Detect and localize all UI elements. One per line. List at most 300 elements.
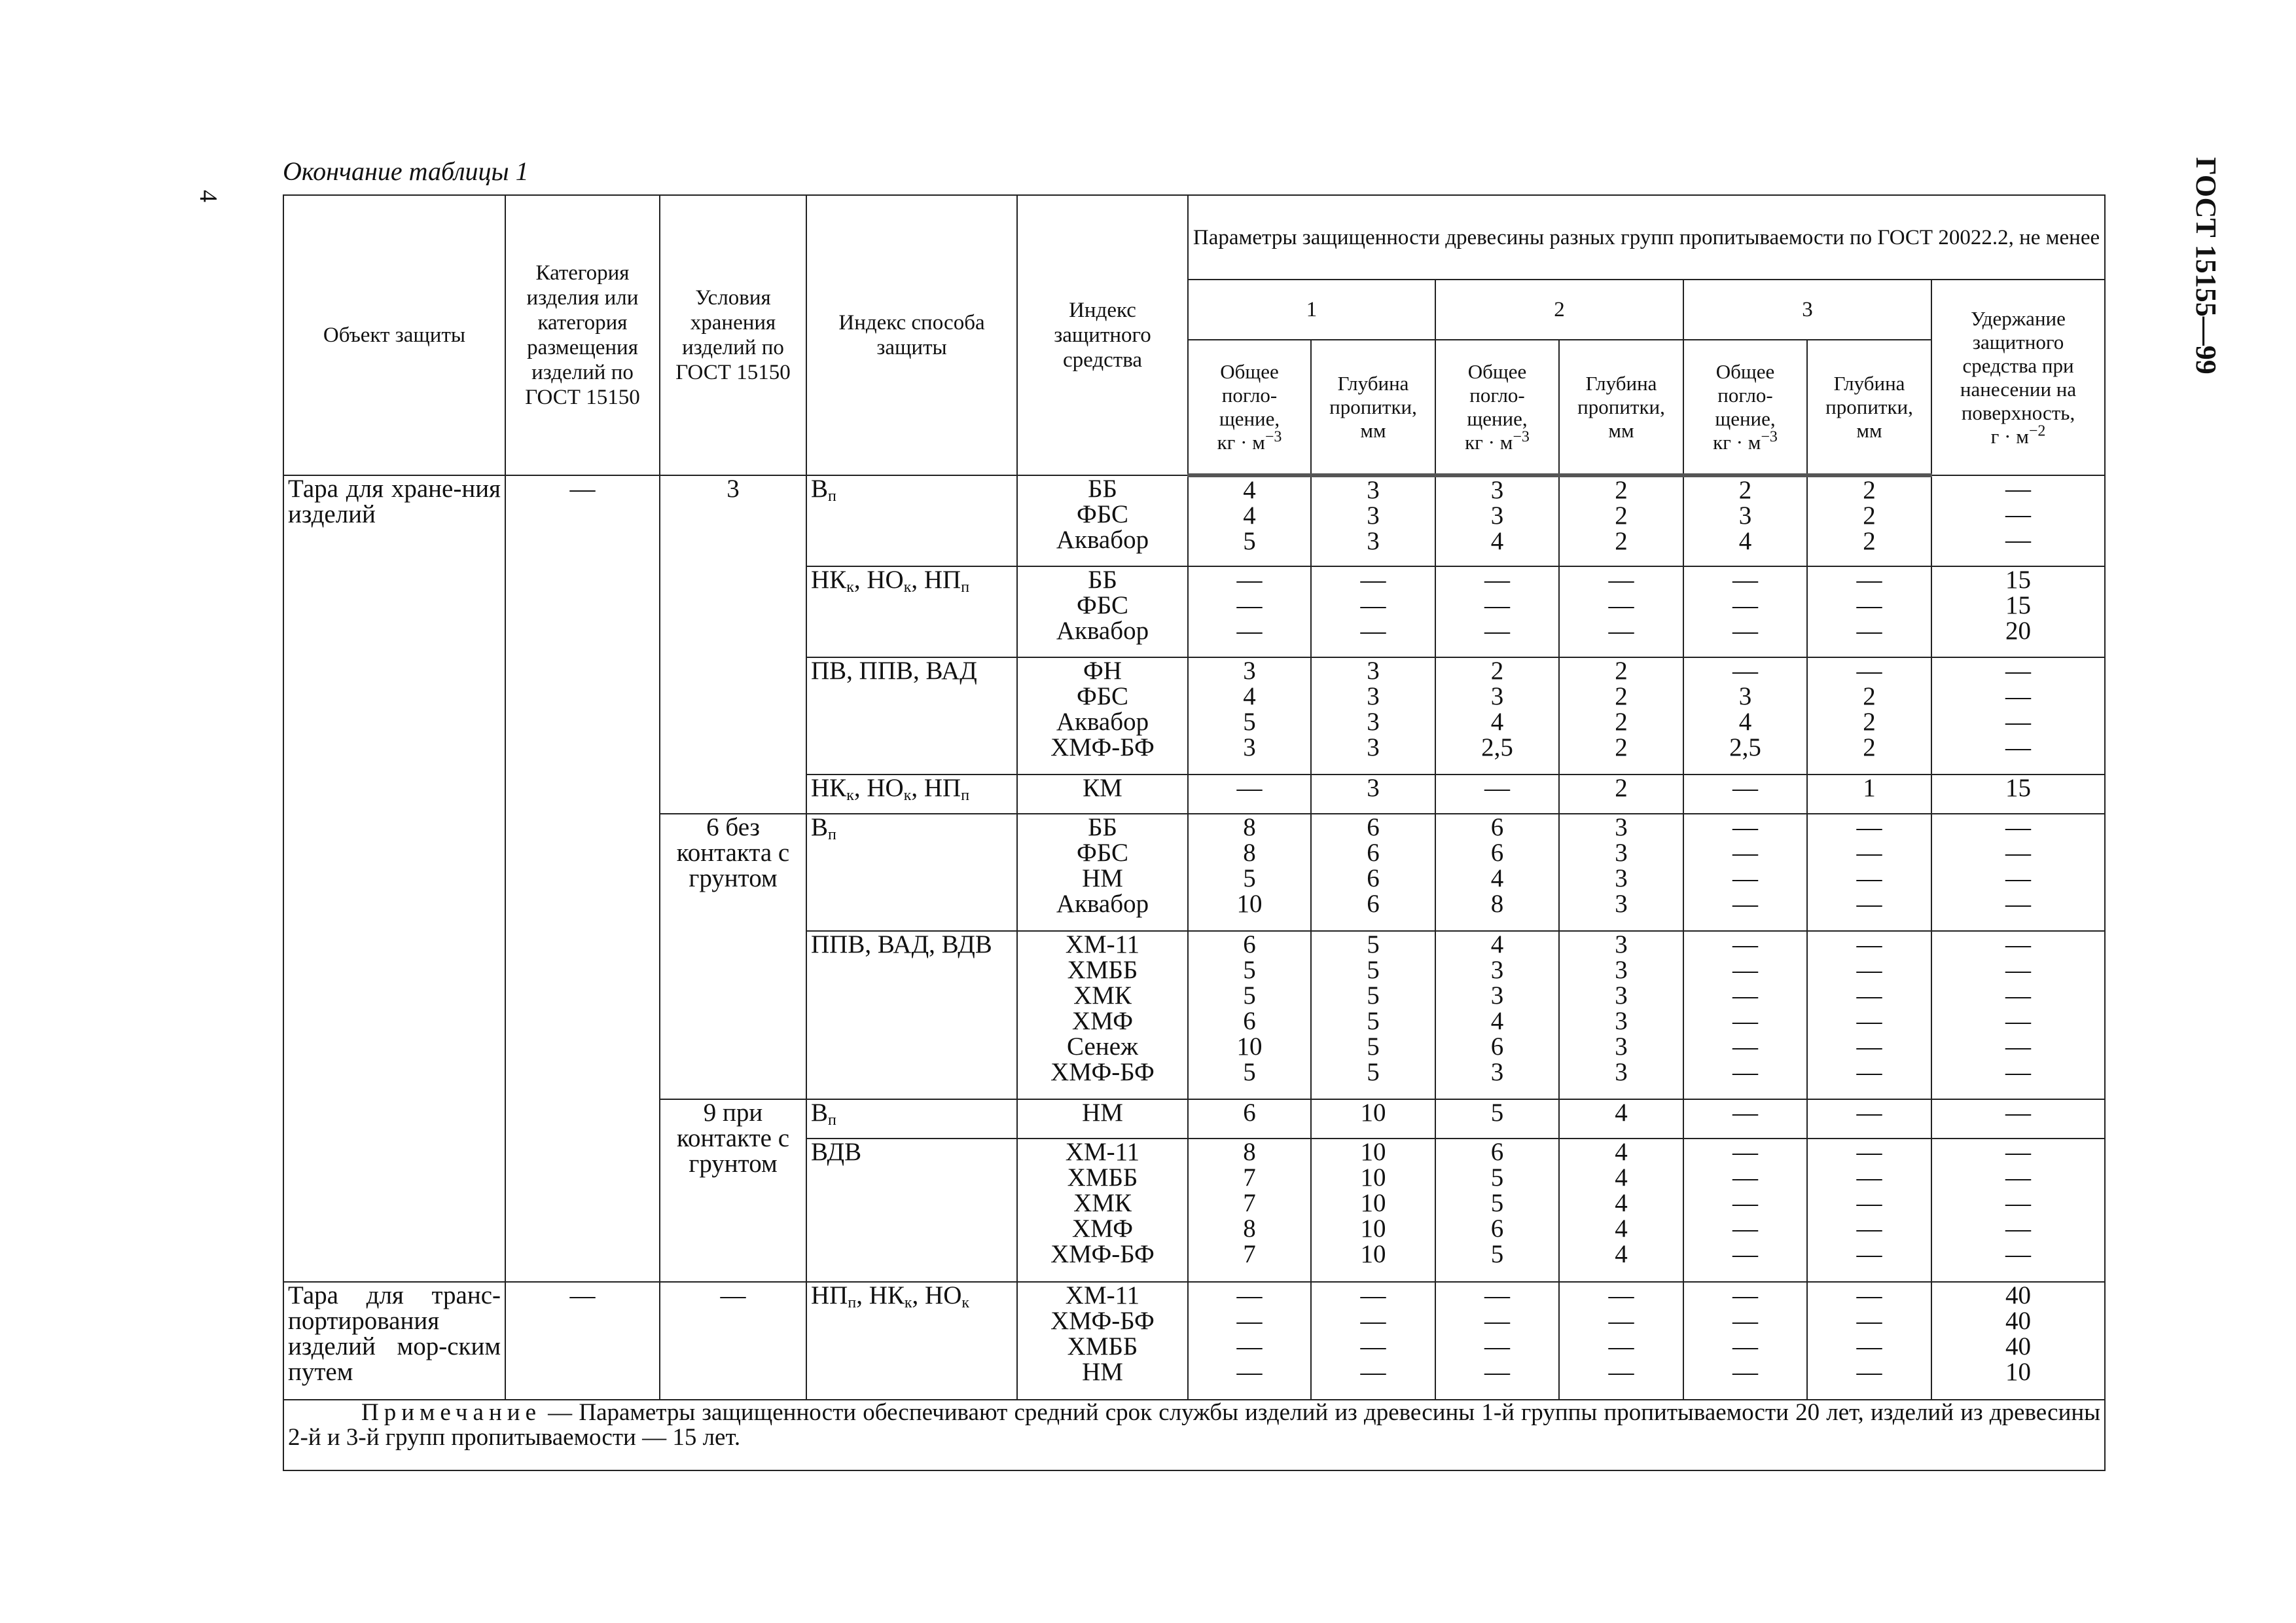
cell-line: — [1856,657,1882,685]
cell-line: 10 [2005,1358,2032,1386]
agent-cell [1017,775,1188,814]
retention-exp: −2 [2028,422,2046,440]
cell-line: — [1732,1307,1758,1335]
cell-line: 5 [1367,981,1380,1010]
cell-line: — [1484,774,1510,802]
agent-cell [1017,657,1188,775]
cell-line: — [2005,1007,2032,1035]
absorb-unit: кг · м [1217,430,1265,454]
cell-line: — [2005,1032,2032,1061]
retention-cell [1931,475,2105,566]
storage-cell: 3 [660,475,806,814]
cell-line: 6 [1490,1214,1504,1243]
cell-line: 4 [1615,1163,1628,1192]
cell-line: — [1236,566,1263,594]
retention-cell [1931,931,2105,1099]
depth3-cell [1807,1282,1931,1400]
method-text: , НО [912,1281,962,1309]
absorb2-cell [1435,931,1559,1099]
cell-line: 2,5 [1729,733,1761,761]
cell-line: 20 [2005,617,2032,645]
cell-line: — [1856,1058,1882,1086]
method-cell: ВДВ [806,1139,1017,1282]
storage-cell: — [660,1282,806,1400]
cell-line: ХМББ [1067,1163,1138,1192]
cell-line: — [1360,1307,1386,1335]
cell-line: 3 [1367,527,1380,555]
cell-line: 10 [1360,1240,1386,1268]
depth1-cell [1311,475,1435,566]
cell-line: — [1732,981,1758,1010]
data-table [283,194,2106,1471]
method-sub: к [846,787,854,804]
note-cell [283,1400,2105,1470]
cell-line: 4 [1738,708,1752,736]
depth2-cell [1559,475,1683,566]
cell-line: Сенеж [1067,1032,1138,1061]
method-sub: п [828,826,836,843]
depth1-cell [1311,1282,1435,1400]
header-method: Индекс способа защиты [806,195,1017,475]
method-text: В [811,1099,829,1127]
cell-line: 2 [1738,476,1752,504]
method-cell [806,475,1017,566]
absorb2-cell [1435,1139,1559,1282]
depth1-cell [1311,657,1435,775]
category-cell: — [505,1282,660,1400]
cell-line: 15 [2005,566,2032,594]
cell-line: 2 [1863,476,1876,504]
cell-line: — [1484,566,1510,594]
cell-line: 10 [1360,1138,1386,1166]
cell-line: 6 [1243,930,1256,958]
absorb-exp: −3 [1513,428,1530,446]
cell-line: 8 [1243,1138,1256,1166]
cell-line: — [1856,930,1882,958]
cell-line: 3 [1615,930,1628,958]
cell-line: — [1732,657,1758,685]
cell-line: Аквабор [1056,617,1149,645]
cell-line: — [1360,1281,1386,1309]
cell-line: 3 [1615,813,1628,841]
cell-line: 5 [1367,1058,1380,1086]
header-group-1: 1 [1188,280,1435,340]
agent-cell [1017,475,1188,566]
method-sub: п [828,488,836,505]
cell-line: — [1608,1281,1634,1309]
cell-line: — [1484,591,1510,619]
cell-line: 2 [1490,657,1504,685]
header-group-3: 3 [1683,280,1931,340]
cell-line: 4 [1490,708,1504,736]
cell-line: — [1732,813,1758,841]
method-cell [806,566,1017,657]
cell-line: НМ [1082,1358,1123,1386]
depth3-cell [1807,1099,1931,1139]
cell-line: 5 [1243,708,1256,736]
cell-line: 3 [1615,890,1628,918]
absorb-exp: −3 [1265,428,1282,446]
cell-line: 5 [1367,956,1380,984]
depth2-cell [1559,657,1683,775]
absorb2-cell [1435,814,1559,931]
cell-line: 2 [1863,527,1876,555]
absorb2-cell [1435,775,1559,814]
cell-line: 10 [1236,1032,1263,1061]
cell-line: 4 [1490,864,1504,892]
method-sub: п [828,1112,836,1129]
cell-line: 4 [1615,1214,1628,1243]
cell-line: 5 [1243,956,1256,984]
cell-line: 3 [1615,956,1628,984]
agent-cell [1017,931,1188,1099]
cell-line: 2 [1615,476,1628,504]
cell-line: — [1236,1332,1263,1360]
cell-line: — [2005,956,2032,984]
method-cell: ПВ, ППВ, ВАД [806,657,1017,775]
cell-line: — [2005,526,2032,554]
category-cell: — [505,475,660,1282]
method-text: , НК [856,1281,905,1309]
header-absorb-1 [1188,340,1311,475]
cell-line: 3 [1615,981,1628,1010]
cell-line: 2 [1863,682,1876,710]
storage-cell: 6 без контакта с грунтом [660,814,806,1099]
cell-line: — [1856,591,1882,619]
cell-line: ХМ-11 [1065,1281,1140,1309]
absorb3-cell [1683,1099,1807,1139]
cell-line: 3 [1490,501,1504,530]
cell-line: 2 [1615,657,1628,685]
cell-line: 3 [1615,839,1628,867]
cell-line: — [2005,930,2032,958]
cell-line: 3 [1738,501,1752,530]
cell-line: 5 [1243,1058,1256,1086]
cell-line: 4 [1490,930,1504,958]
depth2-cell [1559,1139,1683,1282]
agent-cell [1017,1099,1188,1139]
cell-line: — [1732,839,1758,867]
cell-line: 2 [1863,501,1876,530]
cell-line: Аквабор [1056,526,1149,554]
cell-line: — [1732,956,1758,984]
cell-line: 6 [1243,1007,1256,1035]
absorb3-cell [1683,566,1807,657]
header-agent: Индекс защитного средства [1017,195,1188,475]
method-sub: к [961,1294,970,1311]
cell-line: — [1856,890,1882,918]
method-text: , НП [911,566,961,594]
cell-line: — [1856,1281,1882,1309]
cell-line: — [1608,591,1634,619]
cell-line: ХМББ [1067,1332,1138,1360]
depth2-cell [1559,1099,1683,1139]
cell-line: НМ [1082,1099,1123,1127]
cell-line: — [1856,1307,1882,1335]
cell-line: 6 [1490,1138,1504,1166]
cell-line: — [2005,682,2032,710]
cell-line: 7 [1243,1240,1256,1268]
cell-line: — [1856,1138,1882,1166]
cell-line: 8 [1243,813,1256,841]
cell-line: 3 [1367,476,1380,504]
depth1-cell [1311,814,1435,931]
cell-line: — [1856,1332,1882,1360]
cell-line: 5 [1243,527,1256,555]
cell-line: — [2005,864,2032,892]
cell-line: — [1236,617,1263,645]
method-text: НК [811,774,847,802]
retention-cell [1931,657,2105,775]
cell-line: 3 [1615,864,1628,892]
cell-line: 3 [1615,1032,1628,1061]
cell-line: 4 [1490,527,1504,555]
absorb1-cell [1188,475,1311,566]
cell-line: — [1484,1358,1510,1386]
cell-line: — [1732,1138,1758,1166]
cell-line: — [1608,566,1634,594]
cell-line: — [1856,1007,1882,1035]
cell-line: 3 [1490,476,1504,504]
cell-line: 6 [1367,813,1380,841]
cell-line: — [1236,774,1263,802]
cell-line: 1 [1863,774,1876,802]
cell-line: ФБС [1077,591,1128,619]
depth3-cell [1807,657,1931,775]
cell-line: 8 [1490,890,1504,918]
method-sub: п [848,1294,857,1311]
cell-line: ФБС [1077,682,1128,710]
cell-line: 4 [1615,1099,1628,1127]
method-text: , НП [911,774,961,802]
absorb2-cell [1435,657,1559,775]
cell-line: 8 [1243,839,1256,867]
note-label: Примечание [361,1399,541,1426]
cell-line: 3 [1615,1007,1628,1035]
cell-line: — [1732,1058,1758,1086]
cell-line: ХМФ-БФ [1050,1307,1155,1335]
cell-line: КМ [1083,774,1122,802]
cell-line: ББ [1088,813,1117,841]
cell-line: 4 [1490,1007,1504,1035]
cell-line: — [1608,1358,1634,1386]
method-text: , НО [853,566,904,594]
cell-line: 3 [1367,501,1380,530]
header-absorb-2 [1435,340,1559,475]
cell-line: — [1236,1281,1263,1309]
header-group-2: 2 [1435,280,1683,340]
method-text: , НО [853,774,904,802]
cell-line: 2,5 [1481,733,1513,761]
method-cell [806,1282,1017,1400]
note-row [283,1400,2105,1470]
cell-line: — [1856,1099,1882,1127]
cell-line: — [1856,813,1882,841]
cell-line: 3 [1367,657,1380,685]
cell-line: — [2005,1189,2032,1217]
cell-line: — [1856,1032,1882,1061]
cell-line: — [1732,591,1758,619]
cell-line: 8 [1243,1214,1256,1243]
cell-line: 3 [1615,1058,1628,1086]
cell-line: 3 [1367,682,1380,710]
absorb1-cell [1188,931,1311,1099]
depth1-cell [1311,1139,1435,1282]
cell-line: — [1732,930,1758,958]
header-object: Объект защиты [283,195,505,475]
absorb3-cell [1683,775,1807,814]
cell-line: 5 [1490,1099,1504,1127]
cell-line: 40 [2005,1332,2032,1360]
absorb2-cell [1435,566,1559,657]
absorb1-cell [1188,657,1311,775]
cell-line: — [1484,617,1510,645]
cell-line: — [1732,1099,1758,1127]
cell-line: — [1732,1214,1758,1243]
cell-line: — [1360,1332,1386,1360]
absorb3-cell [1683,1282,1807,1400]
cell-line: 15 [2005,591,2032,619]
cell-line: ФН [1083,657,1122,685]
absorb-unit: кг · м [1465,430,1513,454]
cell-line: 2 [1615,774,1628,802]
absorb3-cell [1683,657,1807,775]
cell-line: 4 [1243,476,1256,504]
cell-line: — [2005,1138,2032,1166]
cell-line: 4 [1615,1189,1628,1217]
cell-line: — [2005,890,2032,918]
method-text: В [811,813,829,841]
header-depth-3: Глубина пропитки, мм [1807,340,1931,475]
retention-cell [1931,1139,2105,1282]
cell-line: 5 [1490,1240,1504,1268]
method-cell [806,814,1017,931]
method-text: НП [811,1281,848,1309]
storage-cell: 9 при контакте с грунтом [660,1099,806,1282]
cell-line: — [1856,1358,1882,1386]
cell-line: — [1732,1240,1758,1268]
absorb1-cell [1188,775,1311,814]
header-storage: Условия хранения изделий по ГОСТ 15150 [660,195,806,475]
table-caption: Окончание таблицы 1 [283,156,529,186]
method-text: В [811,475,829,503]
cell-line: 10 [1360,1099,1386,1127]
method-sub: к [903,579,912,596]
cell-line: 3 [1490,956,1504,984]
cell-line: ХМФ-БФ [1050,1058,1155,1086]
cell-line: — [1732,1332,1758,1360]
header-absorb-3 [1683,340,1807,475]
cell-line: — [1732,1163,1758,1192]
cell-line: — [1732,1032,1758,1061]
cell-line: 3 [1490,1058,1504,1086]
depth2-cell [1559,1282,1683,1400]
cell-line: ББ [1088,566,1117,594]
cell-line: — [2005,708,2032,736]
cell-line: ХМ-11 [1065,930,1140,958]
absorb2-cell [1435,475,1559,566]
cell-line: 4 [1615,1138,1628,1166]
cell-line: — [1608,1332,1634,1360]
cell-line: 3 [1243,657,1256,685]
depth1-cell [1311,566,1435,657]
cell-line: 40 [2005,1281,2032,1309]
cell-line: 2 [1615,527,1628,555]
cell-line: 2 [1863,708,1876,736]
cell-line: 5 [1367,1032,1380,1061]
cell-line: 5 [1367,930,1380,958]
cell-line: 5 [1367,1007,1380,1035]
cell-line: 5 [1243,864,1256,892]
depth2-cell [1559,566,1683,657]
method-cell [806,1099,1017,1139]
agent-cell [1017,1282,1188,1400]
absorb3-cell [1683,931,1807,1099]
note-text: — Параметры защищенности обеспечивают средний срок службы изделий из древесины 1-й группы пропитываемости 20 лет, изделий из древесины 2-й и 3-й групп пропитываемости — 15 лет. [288,1399,2101,1451]
cell-line: — [1856,1189,1882,1217]
depth2-cell [1559,775,1683,814]
cell-line: — [2005,475,2032,503]
absorb1-cell [1188,1099,1311,1139]
cell-line: — [1732,566,1758,594]
cell-line: — [1732,890,1758,918]
cell-line: — [1484,1332,1510,1360]
cell-line: 4 [1243,682,1256,710]
agent-cell [1017,566,1188,657]
table-row [283,475,2105,566]
cell-line: — [2005,1058,2032,1086]
cell-line: 10 [1360,1163,1386,1192]
cell-line: 7 [1243,1189,1256,1217]
cell-line: — [2005,1099,2032,1127]
retention-cell [1931,566,2105,657]
cell-line: — [2005,1214,2032,1243]
cell-line: 2 [1615,501,1628,530]
cell-line: 2 [1615,708,1628,736]
cell-line: 10 [1236,890,1263,918]
retention-cell [1931,814,2105,931]
absorb1-cell [1188,814,1311,931]
cell-line: — [1360,566,1386,594]
cell-line: 6 [1490,1032,1504,1061]
absorb-exp: −3 [1761,428,1778,446]
cell-line: — [2005,733,2032,761]
method-sub: п [961,787,970,804]
cell-line: 7 [1243,1163,1256,1192]
cell-line: — [1732,1281,1758,1309]
cell-line: — [1732,1189,1758,1217]
retention-cell [1931,1282,2105,1400]
cell-line: — [1732,1007,1758,1035]
cell-line: 3 [1738,682,1752,710]
object-cell: Тара для хране-ния изделий [283,475,505,1282]
cell-line: 3 [1490,682,1504,710]
cell-line: 10 [1360,1214,1386,1243]
cell-line: 15 [2005,774,2032,802]
method-sub: к [904,1294,912,1311]
header-retention [1931,280,2105,475]
cell-line: 2 [1863,733,1876,761]
cell-line: 3 [1367,774,1380,802]
cell-line: 3 [1243,733,1256,761]
cell-line: ХМ-11 [1065,1138,1140,1166]
cell-line: ХМФ-БФ [1050,1240,1155,1268]
cell-line: — [1484,1281,1510,1309]
depth3-cell [1807,1139,1931,1282]
cell-line: 6 [1490,839,1504,867]
cell-line: — [1856,1214,1882,1243]
cell-line: — [1608,1307,1634,1335]
